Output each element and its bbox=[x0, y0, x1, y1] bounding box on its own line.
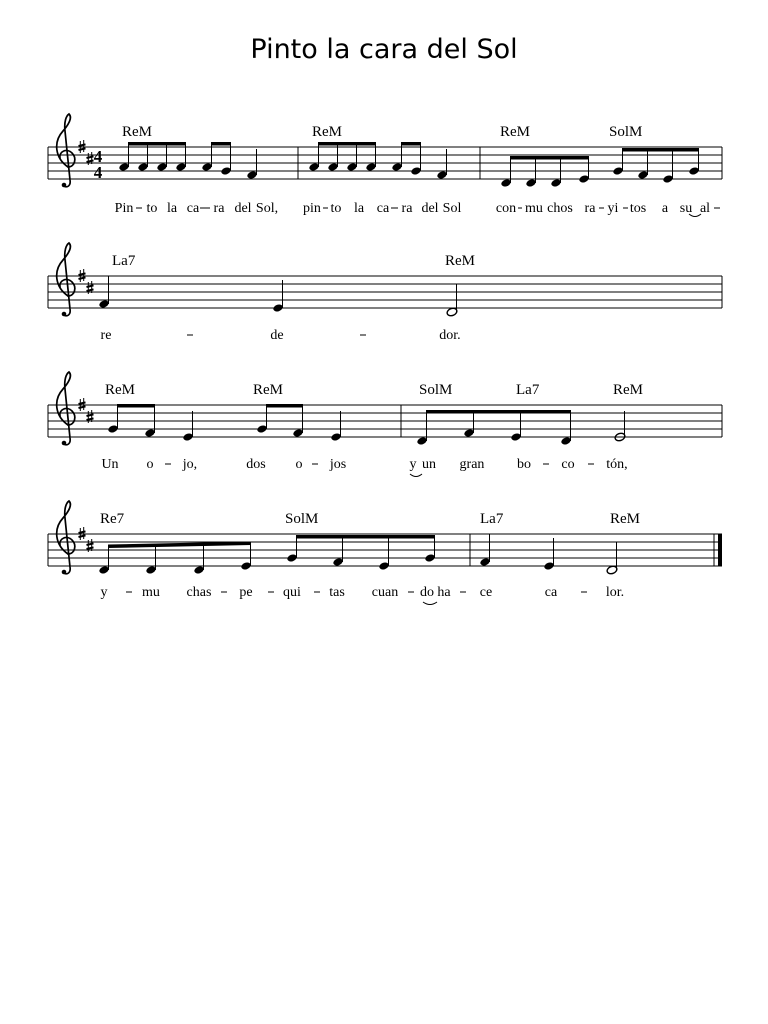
lyric-syllable: ha bbox=[437, 585, 451, 600]
lyric-syllable: bo bbox=[517, 457, 531, 472]
lyric-syllable: de bbox=[270, 328, 284, 343]
chord-symbol: SolM bbox=[609, 124, 643, 140]
elision-tie-icon bbox=[423, 602, 437, 605]
chord-symbol: ReM bbox=[122, 124, 152, 140]
lyric-syllable: Sol bbox=[442, 201, 462, 216]
lyric-syllable: al bbox=[699, 201, 711, 216]
chord-symbol: La7 bbox=[480, 511, 504, 527]
lyric-syllable: chos bbox=[547, 201, 573, 216]
lyric-syllable: qui bbox=[283, 585, 301, 600]
lyric-syllable: o bbox=[295, 457, 303, 472]
chord-symbol: ReM bbox=[312, 124, 342, 140]
chord-row-4 bbox=[100, 511, 640, 527]
measure-4 bbox=[98, 276, 458, 317]
song-title: Pinto la cara del Sol bbox=[250, 34, 518, 65]
lyric-syllable: pin bbox=[303, 201, 321, 216]
chord-symbol: ReM bbox=[105, 382, 135, 398]
lyric-syllable: do bbox=[420, 585, 434, 600]
lyric-syllable: to bbox=[146, 201, 158, 216]
lyric-syllable: co bbox=[561, 457, 575, 472]
chord-row-3 bbox=[105, 382, 643, 398]
measure-5 bbox=[107, 404, 341, 442]
lyric-syllable: ra bbox=[213, 201, 225, 216]
lyric-syllable: re bbox=[100, 328, 112, 343]
lyric-syllable: Un bbox=[101, 457, 119, 472]
lyric-syllable: ca bbox=[186, 201, 200, 216]
lyric-syllable: del bbox=[421, 201, 439, 216]
lyric-syllable: ca bbox=[544, 585, 558, 600]
lyric-syllable: Pin bbox=[114, 201, 134, 216]
chord-symbol: ReM bbox=[500, 124, 530, 140]
lyric-syllable: con bbox=[495, 201, 517, 216]
lyric-syllable: dos bbox=[246, 457, 266, 472]
staff-system-4 bbox=[48, 534, 722, 566]
lyric-syllable: yi bbox=[607, 201, 619, 216]
measure-6 bbox=[416, 410, 626, 446]
lyric-syllable: jo, bbox=[182, 457, 198, 472]
lyric-syllable: dor. bbox=[439, 328, 461, 343]
chord-symbol: La7 bbox=[112, 253, 136, 269]
lyric-syllable: Sol, bbox=[255, 201, 279, 216]
measure-8 bbox=[479, 534, 618, 575]
measure-2 bbox=[308, 142, 447, 180]
lyric-syllable: a bbox=[661, 201, 669, 216]
lyric-syllable: y bbox=[100, 585, 108, 600]
lyric-syllable: lor. bbox=[605, 585, 625, 600]
lyric-syllable: la bbox=[166, 201, 178, 216]
chord-row-2 bbox=[112, 253, 475, 269]
measure-1 bbox=[118, 142, 257, 180]
lyric-syllable: ce bbox=[479, 585, 493, 600]
chord-symbol: La7 bbox=[516, 382, 540, 398]
treble-clef-icon bbox=[57, 114, 75, 187]
lyric-syllable: pe bbox=[239, 585, 253, 600]
staff-system-2 bbox=[48, 276, 722, 308]
chord-symbol: ReM bbox=[613, 382, 643, 398]
lyric-syllable: ra bbox=[584, 201, 596, 216]
treble-clef-icon bbox=[57, 243, 75, 316]
svg-text:4: 4 bbox=[93, 163, 103, 182]
chord-symbol: ReM bbox=[445, 253, 475, 269]
chord-row-1 bbox=[122, 124, 642, 140]
chord-symbol: Re7 bbox=[100, 511, 125, 527]
lyric-syllable: su bbox=[679, 201, 693, 216]
lyric-syllable: ca bbox=[376, 201, 390, 216]
chord-symbol: SolM bbox=[285, 511, 319, 527]
lyric-syllable: tos bbox=[629, 201, 647, 216]
chord-symbol: SolM bbox=[419, 382, 453, 398]
svg-text:4: 4 bbox=[93, 147, 103, 166]
lyric-syllable: la bbox=[353, 201, 365, 216]
lyric-syllable: o bbox=[146, 457, 154, 472]
lyric-row-4 bbox=[101, 585, 625, 600]
measure-3 bbox=[500, 148, 699, 188]
lyric-syllable: y bbox=[409, 457, 417, 472]
lyric-syllable: un bbox=[422, 457, 436, 472]
time-signature bbox=[94, 147, 103, 182]
elision-tie-icon bbox=[410, 474, 422, 477]
lyric-syllable: gran bbox=[459, 457, 485, 472]
measure-7 bbox=[98, 535, 435, 575]
lyric-syllable: ra bbox=[401, 201, 413, 216]
lyric-syllable: tón, bbox=[606, 457, 628, 472]
staff-system-1 bbox=[48, 147, 722, 179]
lyric-syllable: mu bbox=[142, 585, 160, 600]
lyric-syllable: to bbox=[330, 201, 342, 216]
treble-clef-icon bbox=[57, 372, 75, 445]
lyric-syllable: del bbox=[234, 201, 252, 216]
final-barline bbox=[718, 534, 722, 566]
chord-symbol: ReM bbox=[610, 511, 640, 527]
lyric-syllable: chas bbox=[186, 585, 212, 600]
chord-symbol: ReM bbox=[253, 382, 283, 398]
lyric-syllable: tas bbox=[329, 585, 345, 600]
lyric-syllable: cuan bbox=[371, 585, 399, 600]
lyric-syllable: mu bbox=[525, 201, 543, 216]
treble-clef-icon bbox=[57, 501, 75, 574]
lyric-syllable: jos bbox=[329, 457, 347, 472]
lyric-row-2 bbox=[101, 328, 461, 343]
